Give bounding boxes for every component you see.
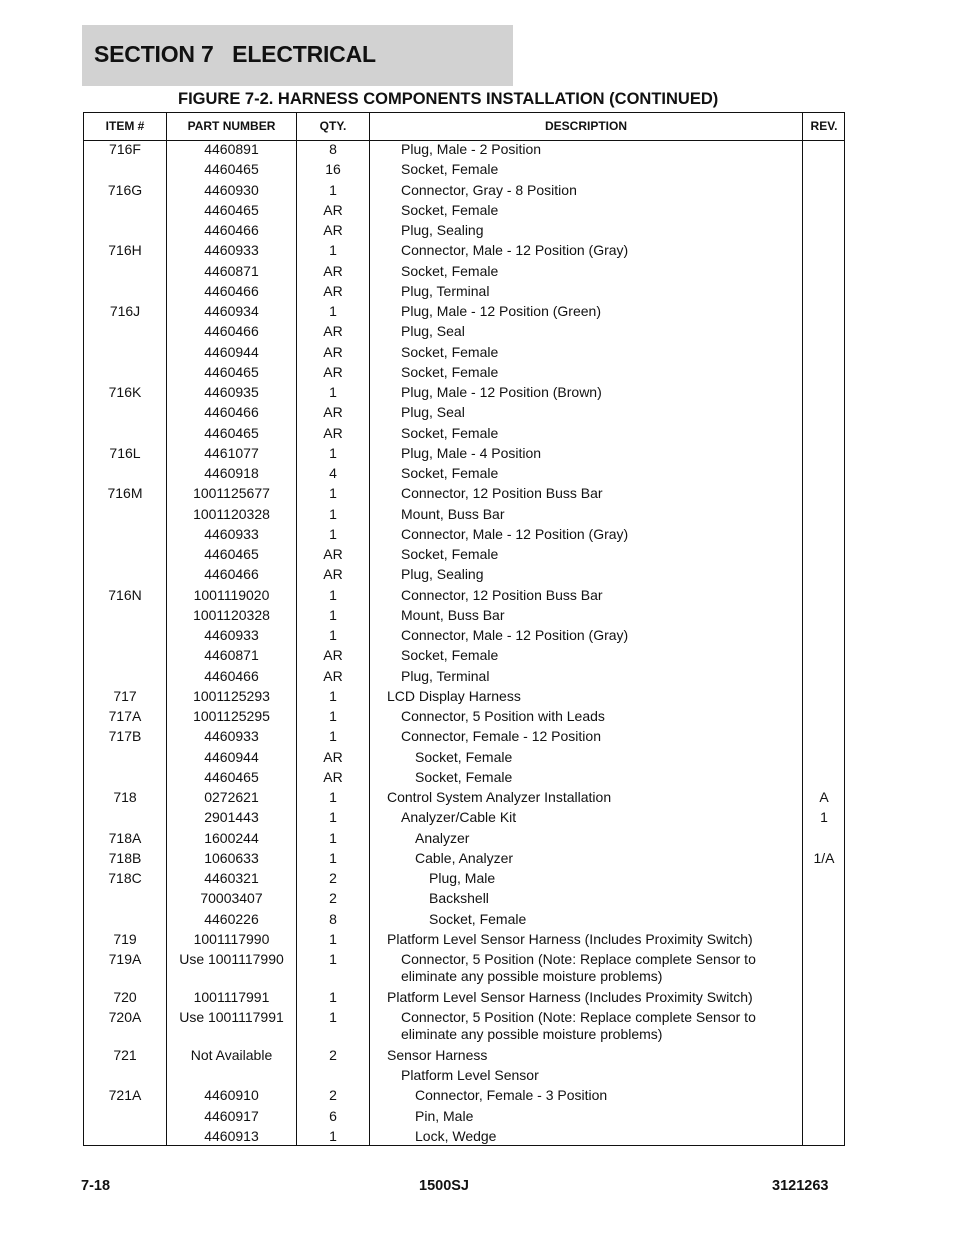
part-number-cell: 1001125293 — [193, 687, 270, 704]
description-cell: Socket, Female — [401, 363, 499, 380]
description-cell: Platform Level Sensor — [401, 1067, 539, 1083]
qty-cell: AR — [323, 647, 343, 664]
item-cell: 717 — [113, 687, 137, 704]
description-cell: Plug, Seal — [401, 323, 465, 340]
description-cell: Mount, Buss Bar — [401, 505, 505, 522]
item-cell: 719A — [108, 951, 142, 967]
part-number-cell: 1001120328 — [193, 505, 270, 522]
description-cell: Connector, 12 Position Buss Bar — [401, 586, 603, 603]
part-number-cell: 1001117991 — [193, 988, 270, 1005]
description-cell: Plug, Male - 12 Position (Brown) — [401, 384, 602, 400]
part-number-cell: 4460466 — [204, 667, 259, 684]
part-number-cell: 4460944 — [204, 343, 259, 360]
qty-cell: AR — [323, 768, 343, 785]
description-cell: Control System Analyzer Installation — [387, 789, 612, 805]
description-cell: Plug, Male - 4 Position — [401, 444, 542, 461]
description-cell: Socket, Female — [401, 262, 499, 279]
part-number-cell: 4460917 — [204, 1107, 259, 1124]
qty-cell: 1 — [329, 687, 337, 704]
description-cell: Plug, Male - 12 Position (Green) — [401, 303, 601, 319]
part-number-cell: 4460466 — [204, 323, 259, 340]
part-number-cell: 1001119020 — [193, 586, 270, 603]
description-cell-continued: eliminate any possible moisture problems) — [401, 1026, 663, 1042]
description-cell: Socket, Female — [401, 465, 499, 481]
item-cell: 716N — [108, 586, 142, 603]
part-number-cell: 4460913 — [204, 1127, 259, 1144]
qty-cell: AR — [323, 343, 343, 360]
item-cell: 717B — [108, 728, 142, 745]
description-cell: Connector, Female - 12 Position — [401, 728, 601, 745]
description-cell: Connector, Female - 3 Position — [415, 1087, 608, 1104]
qty-cell: 1 — [329, 708, 337, 724]
part-number-cell: 4460466 — [204, 404, 259, 421]
qty-cell: 1 — [329, 181, 337, 198]
description-cell: Connector, 5 Position (Note: Replace complete Sensor to — [401, 951, 756, 967]
document-number: 3121263 — [772, 1178, 829, 1194]
part-number-cell: 4460933 — [204, 728, 259, 745]
description-cell: Connector, Gray - 8 Position — [401, 181, 577, 198]
qty-cell: 1 — [329, 606, 337, 623]
description-cell: Backshell — [429, 890, 489, 907]
description-cell: Socket, Female — [429, 910, 527, 927]
qty-cell: 1 — [329, 988, 337, 1005]
description-cell: Lock, Wedge — [415, 1127, 497, 1144]
item-cell: 716G — [107, 181, 143, 198]
part-number-cell: Not Available — [190, 1046, 273, 1063]
description-cell: Socket, Female — [401, 424, 499, 441]
part-number-cell: 70003407 — [200, 890, 263, 907]
qty-cell: 1 — [329, 303, 337, 319]
section-title: SECTION 7 ELECTRICAL — [94, 41, 376, 67]
qty-cell: 1 — [329, 789, 337, 805]
description-cell: Analyzer — [415, 829, 470, 846]
description-cell-continued: eliminate any possible moisture problems) — [401, 968, 663, 984]
item-cell: 720A — [108, 1009, 142, 1025]
description-cell: Plug, Sealing — [401, 222, 484, 238]
qty-cell: 1 — [329, 728, 337, 745]
part-number-cell: 1001117990 — [193, 930, 270, 947]
qty-cell: 1 — [329, 1009, 337, 1025]
part-number-cell: Use 1001117991 — [179, 1009, 284, 1025]
part-number-cell: 4460944 — [204, 748, 259, 765]
part-number-cell: 4460933 — [204, 242, 259, 259]
description-cell: Connector, 12 Position Buss Bar — [401, 485, 603, 502]
description-cell: Platform Level Sensor Harness (Includes Proximity Switch) — [387, 988, 753, 1005]
figure-title: FIGURE 7-2. HARNESS COMPONENTS INSTALLATION (CONTINUED) — [178, 90, 719, 108]
table-header-row — [84, 113, 844, 141]
qty-cell: 1 — [329, 586, 337, 603]
qty-cell: 1 — [329, 242, 337, 259]
qty-cell: 2 — [329, 870, 337, 886]
item-cell: 718A — [108, 829, 142, 846]
description-cell: Plug, Terminal — [401, 667, 490, 684]
part-number-cell: 4461077 — [204, 444, 259, 461]
part-number-cell: 4460871 — [204, 262, 259, 279]
rev-cell: A — [819, 789, 829, 805]
description-cell: Analyzer/Cable Kit — [401, 809, 517, 826]
part-number-cell: 4460226 — [204, 910, 259, 927]
qty-cell: 1 — [329, 1127, 337, 1144]
qty-cell: 1 — [329, 930, 337, 947]
qty-cell: AR — [323, 201, 343, 218]
description-cell: Plug, Male — [429, 870, 496, 886]
qty-cell: 2 — [329, 890, 337, 907]
part-number-cell: 4460466 — [204, 282, 259, 299]
qty-cell: 1 — [329, 809, 337, 826]
qty-cell: 1 — [329, 485, 337, 502]
description-cell: Cable, Analyzer — [415, 849, 514, 866]
qty-cell: AR — [323, 363, 343, 380]
part-number-cell: 4460910 — [204, 1087, 259, 1104]
part-number-cell: 4460871 — [204, 647, 259, 664]
description-cell: Sensor Harness — [387, 1046, 488, 1063]
description-cell: Plug, Seal — [401, 404, 465, 421]
part-number-cell: 2901443 — [204, 809, 259, 826]
qty-cell: AR — [323, 222, 343, 238]
qty-cell: 8 — [329, 910, 337, 927]
item-cell: 718C — [108, 870, 142, 886]
qty-cell: 2 — [329, 1087, 337, 1104]
part-number-cell: 4460934 — [204, 303, 259, 319]
description-cell: Socket, Female — [401, 647, 499, 664]
header-part-number: PART NUMBER — [187, 119, 276, 133]
qty-cell: 1 — [329, 444, 337, 461]
description-cell: Socket, Female — [415, 748, 513, 765]
qty-cell: 1 — [329, 951, 337, 967]
item-cell: 716K — [108, 384, 142, 400]
description-cell: Connector, Male - 12 Position (Gray) — [401, 242, 629, 259]
description-cell: Socket, Female — [401, 546, 499, 562]
qty-cell: 1 — [329, 505, 337, 522]
description-cell: Socket, Female — [401, 343, 499, 360]
header-qty: QTY. — [319, 119, 347, 133]
item-cell: 718 — [113, 789, 137, 805]
part-number-cell: 4460466 — [204, 222, 259, 238]
qty-cell: 8 — [329, 141, 337, 157]
item-cell: 721 — [113, 1046, 137, 1063]
qty-cell: 1 — [329, 627, 337, 643]
column-divider — [369, 113, 370, 1145]
item-cell: 716L — [109, 444, 141, 461]
item-cell: 716H — [108, 242, 142, 259]
qty-cell: AR — [323, 667, 343, 684]
rev-cell: 1 — [820, 809, 828, 826]
description-cell: Socket, Female — [415, 768, 513, 785]
item-cell: 716F — [109, 141, 141, 157]
model-number: 1500SJ — [419, 1178, 469, 1194]
description-cell: Plug, Male - 2 Position — [401, 141, 542, 157]
qty-cell: AR — [323, 404, 343, 421]
qty-cell: AR — [323, 748, 343, 765]
description-cell: Platform Level Sensor Harness (Includes Proximity Switch) — [387, 930, 753, 947]
item-cell: 721A — [108, 1087, 142, 1104]
part-number-cell: 4460321 — [204, 870, 259, 886]
part-number-cell: 4460933 — [204, 627, 259, 643]
rev-cell: 1/A — [813, 849, 835, 866]
part-number-cell: 4460465 — [204, 546, 259, 562]
qty-cell: 4 — [329, 465, 337, 481]
part-number-cell: 4460465 — [204, 424, 259, 441]
item-cell: 719 — [113, 930, 137, 947]
part-number-cell: 1001125295 — [193, 708, 270, 724]
description-cell: Socket, Female — [401, 201, 499, 218]
description-cell: Socket, Female — [401, 161, 499, 178]
qty-cell: 6 — [329, 1107, 337, 1124]
part-number-cell: 4460918 — [204, 465, 259, 481]
part-number-cell: 4460466 — [204, 566, 259, 583]
qty-cell: 1 — [329, 829, 337, 846]
part-number-cell: 4460465 — [204, 768, 259, 785]
part-number-cell: 1600244 — [204, 829, 259, 846]
header-item: ITEM # — [105, 119, 145, 133]
page-number: 7-18 — [81, 1178, 111, 1194]
description-cell: Plug, Terminal — [401, 282, 490, 299]
part-number-cell: 1001125677 — [193, 485, 270, 502]
part-number-cell: 1060633 — [204, 849, 259, 866]
qty-cell: AR — [323, 282, 343, 299]
description-cell: Pin, Male — [415, 1107, 474, 1124]
qty-cell: 1 — [329, 384, 337, 400]
qty-cell: 2 — [329, 1046, 337, 1063]
description-cell: Connector, Male - 12 Position (Gray) — [401, 627, 629, 643]
header-rev: REV. — [810, 119, 838, 133]
description-cell: Plug, Sealing — [401, 566, 484, 583]
part-number-cell: 4460891 — [204, 141, 259, 157]
description-cell: Connector, Male - 12 Position (Gray) — [401, 525, 629, 542]
qty-cell: AR — [323, 566, 343, 583]
part-number-cell: 4460465 — [204, 363, 259, 380]
header-description: DESCRIPTION — [544, 119, 627, 133]
part-number-cell: 4460465 — [204, 201, 259, 218]
part-number-cell: 1001120328 — [193, 606, 270, 623]
qty-cell: AR — [323, 323, 343, 340]
part-number-cell: 4460465 — [204, 161, 259, 178]
description-cell: Mount, Buss Bar — [401, 606, 505, 623]
column-divider — [802, 113, 803, 1145]
item-cell: 716J — [109, 303, 141, 319]
part-number-cell: 4460933 — [204, 525, 259, 542]
parts-table — [83, 112, 845, 1146]
item-cell: 716M — [107, 485, 143, 502]
description-cell: Connector, 5 Position with Leads — [401, 708, 605, 724]
part-number-cell: Use 1001117990 — [179, 951, 284, 967]
part-number-cell: 4460930 — [204, 181, 259, 198]
qty-cell: 1 — [329, 849, 337, 866]
qty-cell: AR — [323, 262, 343, 279]
description-cell: LCD Display Harness — [387, 687, 521, 704]
item-cell: 720 — [113, 988, 137, 1005]
part-number-cell: 4460935 — [204, 384, 259, 400]
part-number-cell: 0272621 — [204, 789, 259, 805]
qty-cell: AR — [323, 546, 343, 562]
qty-cell: 16 — [325, 161, 341, 178]
description-cell: Connector, 5 Position (Note: Replace complete Sensor to — [401, 1009, 756, 1025]
item-cell: 718B — [108, 849, 142, 866]
qty-cell: AR — [323, 424, 343, 441]
qty-cell: 1 — [329, 525, 337, 542]
item-cell: 717A — [108, 708, 142, 724]
